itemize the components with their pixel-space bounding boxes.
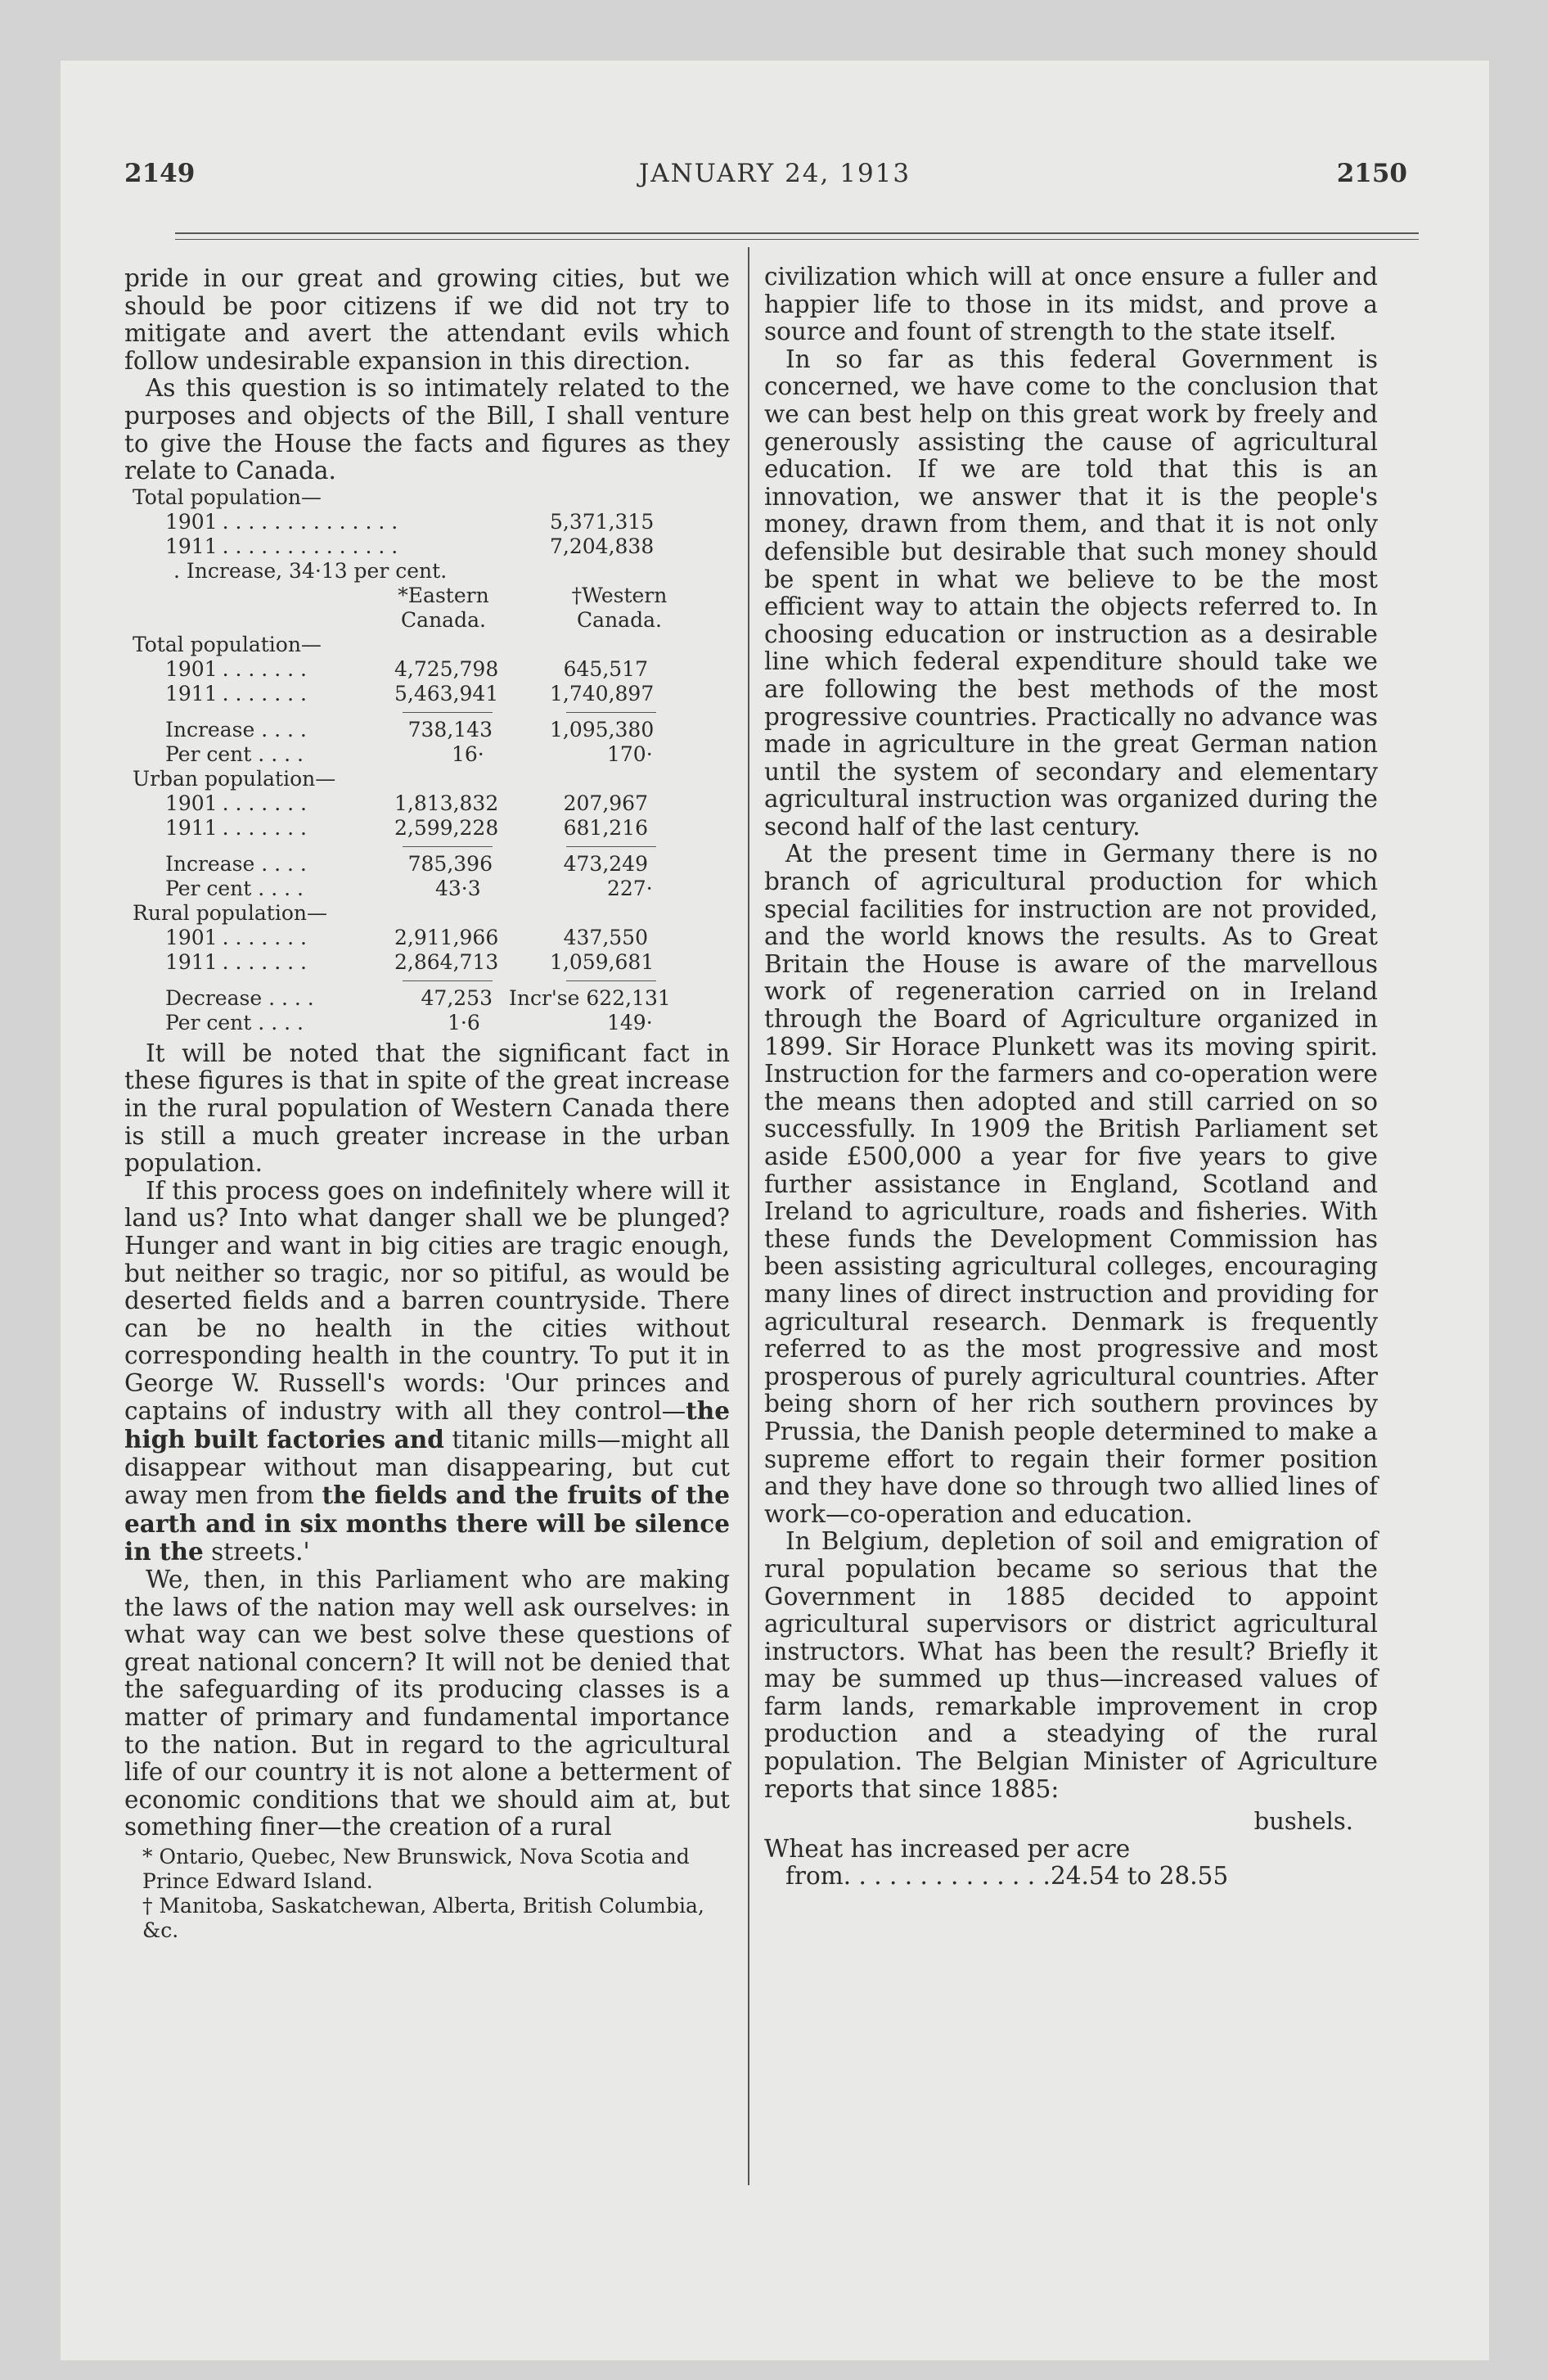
table-cell: 5,463,941 <box>394 681 499 705</box>
left-column <box>124 265 730 1943</box>
table-cell: 47,253 <box>421 985 493 1010</box>
page-number-right: 2150 <box>1336 159 1407 188</box>
footnote: * Ontario, Quebec, New Brunswick, Nova Scotia and Prince Edward Island. <box>142 1844 690 1893</box>
table-cell: 149· <box>607 1010 653 1034</box>
table-cell: 645,517 <box>563 656 648 681</box>
right-column <box>764 264 1378 1891</box>
paragraph: pride in our great and growing cities, but we should be poor citizens if we did not try to mitigate and avert the attendant evils which follow undesirable expansion in this direction. <box>124 264 730 375</box>
row-label: 1901 . . . . . . . <box>165 656 307 681</box>
table-cell: 5,371,315 <box>550 509 655 534</box>
table-cell: 1,095,380 <box>550 717 655 741</box>
column-header: *Eastern Canada. <box>398 583 489 632</box>
population-table <box>124 485 730 1035</box>
table-cell: 170· <box>607 741 653 766</box>
row-label: 1911 . . . . . . . <box>165 681 307 705</box>
wheat-line: from. . . . . . . . . . . . . .24.54 to 28.55 <box>785 1862 1229 1891</box>
paragraph: In Belgium, depletion of soil and emigration of rural population became so serious that the Government in 1885 decided to appoint agricultural supervisors or district agricultural instructors. What has been the result? Briefly it may be summed up thus—increased values of farm lands, remarkable improvement in crop production and a steadying of the rural population. The Belgian Minister of Agriculture reports that since 1885: <box>764 1527 1378 1803</box>
row-label: 1901 . . . . . . . <box>165 791 307 815</box>
paragraph: At the present time in Germany there is no branch of agricultural production for which special facilities for instruction are not provided, and the world knows the results. As to Great Britain the House is aware of the marvellous work of regeneration carried on in Ireland through the Board of Agriculture organized in 1899. Sir Horace Plunkett was its moving spirit. Instruction for the farmers and co-operation were the means then adopted and still carried on so successfully. In 1909 the British Parliament set aside £500,000 a year for five years to give further assistance in England, Scotland and Ireland to agriculture, roads and fisheries. With these funds the Development Commission has been assisting agricultural colleges, encouraging many lines of direct instruction and providing for agricultural research. Denmark is frequently referred to as the most progressive and most prosperous of purely agricultural countries. After being shorn of her rich southern provinces by Prussia, the Danish people determined to make a supreme effort to regain their former position and they have done so through two allied lines of work—co-operation and education. <box>764 840 1378 1528</box>
row-label: Per cent . . . . <box>165 876 304 900</box>
row-label: . Increase, 34·13 per cent. <box>173 558 448 583</box>
row-label: Urban population— <box>133 766 336 791</box>
row-label: 1901 . . . . . . . <box>165 925 307 949</box>
paragraph: In so far as this federal Government is concerned, we have come to the conclusion that we can best help on this great work by freely and generously assisting the cause of agricultural education. If we are told that this is an innovation, we answer that it is the people's money, drawn from them, and that it is not only defensible but desirable that such money should be spent in what we believe to be the most efficient way to attain the objects referred to. In choosing education or instruction as a desirable line which federal expenditure should take we are following the best methods of the most progressive countries. Practically no advance was made in agriculture in the great German nation until the system of secondary and elementary agricultural instruction was organized during the second half of the last century. <box>764 345 1378 841</box>
table-cell: 1·6 <box>448 1010 480 1034</box>
table-cell: 437,550 <box>563 925 648 949</box>
table-cell: Incr'se 622,131 <box>509 985 671 1010</box>
table-cell: 1,740,897 <box>550 681 655 705</box>
row-label: Increase . . . . <box>165 851 307 876</box>
paragraph: We, then, in this Parliament who are making the laws of the nation may well ask ourselves: in what way can we best solve these questions of great national concern? It will not be denied that the safeguarding of its producing classes is a matter of primary and fundamental importance to the nation. But in regard to the agricultural life of our country it is not alone a betterment of economic conditions that we should aim at, but something finer—the creation of a rural <box>124 1566 730 1841</box>
row-label: Per cent . . . . <box>165 1010 304 1034</box>
table-cell: 1,059,681 <box>550 949 655 974</box>
table-cell: 16· <box>452 741 484 766</box>
header-rule-thin <box>175 239 1419 240</box>
row-label: Decrease . . . . <box>165 985 314 1010</box>
table-cell: 681,216 <box>563 815 648 840</box>
table-cell: 2,599,228 <box>394 815 499 840</box>
table-cell: 207,967 <box>563 791 648 815</box>
table-cell: 1,813,832 <box>394 791 499 815</box>
header-rule <box>175 232 1419 234</box>
row-label: Total population— <box>133 485 322 509</box>
row-label: Rural population— <box>133 900 327 925</box>
page-date: JANUARY 24, 1913 <box>638 159 911 188</box>
table-cell: 227· <box>607 876 653 900</box>
paragraph: It will be noted that the significant fact in these figures is that in spite of the great increase in the rural population of Western Canada there is still a much greater increase in the urban population. <box>124 1039 730 1178</box>
footnote: † Manitoba, Saskatchewan, Alberta, British Columbia, &c. <box>142 1893 704 1942</box>
row-label: 1911 . . . . . . . <box>165 949 307 974</box>
table-cell: 473,249 <box>563 851 648 876</box>
table-cell: 7,204,838 <box>550 534 655 558</box>
page-number-left: 2149 <box>124 159 196 188</box>
column-divider <box>748 247 749 2185</box>
row-label: Increase . . . . <box>165 717 307 741</box>
table-cell: 4,725,798 <box>394 656 499 681</box>
table-cell: 785,396 <box>407 851 493 876</box>
page <box>61 61 1489 2360</box>
row-label: 1911 . . . . . . . <box>165 815 307 840</box>
row-label: 1911 . . . . . . . . . . . . . . <box>165 534 398 558</box>
paragraph: civilization which will at once ensure a fuller and happier life to those in its midst, and prove a source and fount of strength to the state itself. <box>764 263 1378 346</box>
unit-label: bushels. <box>1253 1807 1353 1836</box>
column-header: †Western Canada. <box>571 583 668 632</box>
row-label: Per cent . . . . <box>165 741 304 766</box>
paragraph: If this process goes on indefinitely where will it land us? Into what danger shall we be plunged? Hunger and want in big cities are tragic enough, but neither so tragic, nor so pitiful, as would be deserted fields and a barren countryside. There can be no health in the cities without corresponding health in the country. To put it in George W. Russell's words: 'Our princes and captains of industry with all they control—the high built factories and titanic mills—might all disappear without man disappearing, but cut away men from the fields and the fruits of the earth and in six months there will be silence in the streets.' <box>124 1176 730 1566</box>
table-cell: 738,143 <box>407 717 493 741</box>
row-label: Total population— <box>133 632 322 656</box>
table-cell: 2,864,713 <box>394 949 499 974</box>
table-cell: 43·3 <box>435 876 481 900</box>
row-label: 1901 . . . . . . . . . . . . . . <box>165 509 398 534</box>
paragraph: As this question is so intimately related to the purposes and objects of the Bill, I shall venture to give the House the facts and figures as they relate to Canada. <box>124 374 730 485</box>
wheat-line: Wheat has increased per acre <box>764 1834 1131 1863</box>
table-cell: 2,911,966 <box>394 925 499 949</box>
